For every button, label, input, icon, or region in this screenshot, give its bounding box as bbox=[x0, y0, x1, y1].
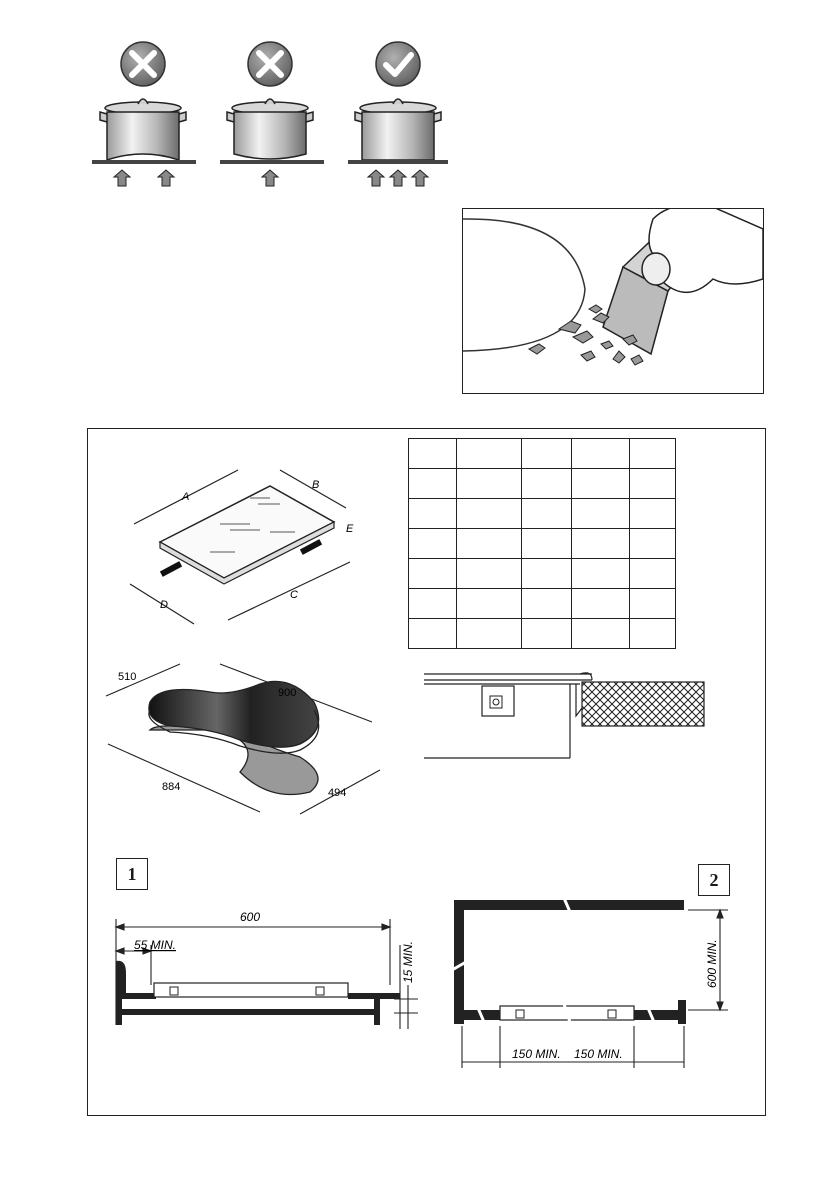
dim-d-label: D bbox=[160, 599, 168, 611]
fig2-top-clear-label: 600 MIN. bbox=[705, 939, 719, 988]
kidney-hob-drawing bbox=[100, 652, 390, 817]
dim-e-label: E bbox=[346, 523, 354, 535]
figure-1-drawing bbox=[104, 905, 424, 1035]
figure-2-drawing bbox=[448, 896, 738, 1071]
kidney-cut-width: 884 bbox=[162, 781, 181, 793]
pot-small-base bbox=[220, 42, 324, 186]
hob-dimension-drawing bbox=[120, 462, 370, 632]
fig2-side-right-label: 150 MIN. bbox=[574, 1047, 623, 1061]
kidney-top-width: 900 bbox=[278, 687, 297, 699]
pot-warped bbox=[92, 42, 196, 186]
fig2-side-left-label: 150 MIN. bbox=[512, 1047, 561, 1061]
pot-flat-base bbox=[348, 42, 448, 186]
figure-1-label: 1 bbox=[116, 858, 148, 890]
cross-icon bbox=[121, 42, 165, 86]
fig1-width-label: 600 bbox=[240, 910, 261, 924]
kidney-cut-depth: 494 bbox=[328, 787, 347, 799]
dim-a-label: A bbox=[182, 491, 190, 503]
dimensions-table bbox=[408, 438, 676, 649]
figure-2-label: 2 bbox=[698, 864, 730, 896]
hand bbox=[642, 209, 763, 292]
worktop-section-detail bbox=[420, 664, 710, 764]
kidney-top-depth: 510 bbox=[118, 671, 137, 683]
check-icon bbox=[376, 42, 420, 86]
pot-illustrations bbox=[80, 36, 460, 196]
fig1-front-gap-label: 55 MIN. bbox=[134, 938, 177, 952]
fig1-depth-label: 15 MIN. bbox=[401, 940, 415, 983]
dim-b-label: B bbox=[312, 479, 320, 491]
scraper-illustration bbox=[462, 208, 764, 394]
cross-icon bbox=[248, 42, 292, 86]
dim-c-label: C bbox=[290, 589, 298, 601]
